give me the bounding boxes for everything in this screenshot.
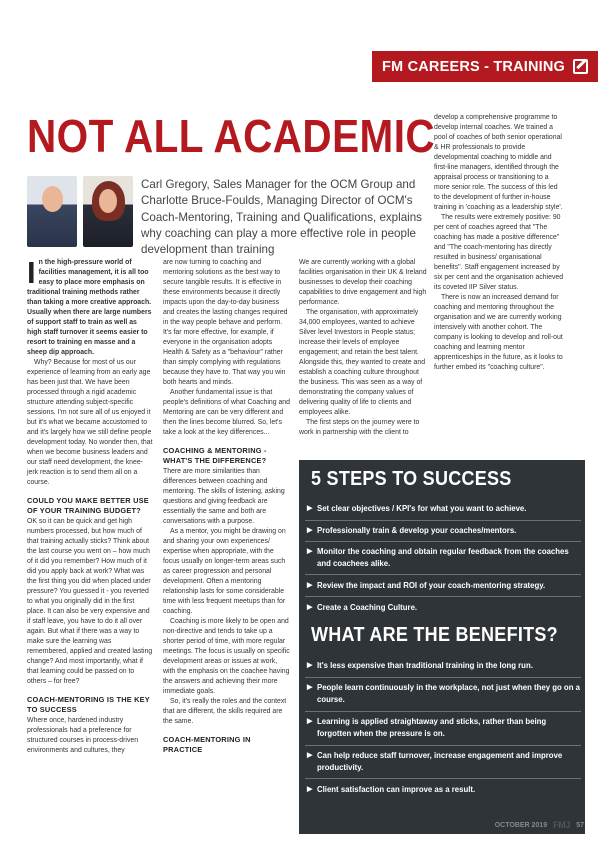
arrow-icon: ▶: [307, 527, 313, 534]
step-item: [307, 525, 581, 537]
benefits-title: WHAT ARE THE BENEFITS?: [311, 624, 558, 646]
steps-title: 5 STEPS TO SUCCESS: [311, 468, 512, 490]
step-item: [307, 580, 581, 592]
arrow-icon: ▶: [307, 752, 313, 759]
body-paragraph: Coaching is more likely to be open and non-directive and tends to take up a shorter period of time, with more regular meetings. The focus is usually on specific development areas or issues at work, with the emphasis on the coachee having the answers and achieving their more immediate goals.: [163, 618, 290, 695]
article-headline: NOT ALL ACADEMIC: [27, 110, 436, 162]
divider: [305, 778, 581, 779]
benefit-text: People learn continuously in the workplace, not just when they go on a course.: [317, 683, 580, 704]
benefit-text: Client satisfaction can improve as a result.: [317, 785, 476, 794]
body-paragraph: The results were extremely positive: 90 per cent of coaches agreed that "The coaching has made a positive difference" and "The coach-mentoring has directly resulted in business/ organisational benefits". Staff engagement increased by six per cent and the organisation achieved its coveted IIP Silver status.: [434, 214, 564, 291]
divider: [305, 520, 581, 521]
page-number: 57: [576, 821, 584, 829]
benefit-item: [307, 682, 581, 705]
arrow-icon: ▶: [307, 718, 313, 725]
arrow-icon: ▶: [307, 786, 313, 793]
body-paragraph: There is now an increased demand for coaching and mentoring throughout the organisation and we are currently working intensively with another cohort. The company is looking to develop and roll-out coaching and learning mentor apprenticeships in the future, as it looks to further embed its "coaching culture".: [434, 294, 563, 371]
subheading: COULD YOU MAKE BETTER USE OF YOUR TRAINING BUDGET?: [27, 496, 149, 515]
author-photo-carl-gregory: [27, 176, 77, 247]
divider: [305, 677, 581, 678]
body-paragraph: develop a comprehensive programme to develop internal coaches. We trained a pool of coaches of both senior operational & HR professionals to provide developmental coaching to middle and first-line managers, identified through the appraisal process or transitioning to a more senior role. The success of this led to the development of further in-house training in 'coaching as a leadership style'.: [434, 114, 563, 211]
divider: [305, 745, 581, 746]
subheading: COACHING & MENTORING - WHAT'S THE DIFFERENCE?: [163, 446, 267, 465]
sidebar-box: [299, 460, 585, 834]
drop-cap: I: [27, 255, 36, 290]
article-column-2: [163, 258, 291, 756]
body-paragraph: So, it's really the roles and the context that are different, the skills required are the same.: [163, 698, 287, 725]
issue-date: OCTOBER 2019: [494, 821, 548, 829]
divider: [305, 574, 581, 575]
section-title: FM CAREERS - TRAINING: [382, 58, 566, 75]
article-column-1: [27, 255, 153, 756]
face: [42, 186, 63, 212]
divider: [305, 711, 581, 712]
standfirst: Carl Gregory, Sales Manager for the OCM Group and Charlotte Bruce-Foulds, Managing Director of OCM's Coach-Mentoring, Training and Qualifications, explains why coaching can play a more effective role in people development than training: [141, 178, 422, 257]
body-paragraph: OK so it can be quick and get high numbers processed, but how much of that training actually sticks? Think about the last course you went on – how much of it did you remember? How much of it did you apply back at work? What was the first thing you did when placed under pressure? You guessed it - you reverted to what you originally did in the first place. It can also be very expensive and if staff leave, you have to do it all over again. But what if there was a way to make sure the learning was remembered, applied and created lasting change? And most importantly, what if that learning could be passed on to others – for free?: [27, 518, 153, 685]
arrow-icon: ▶: [307, 548, 313, 555]
body-paragraph: We are currently working with a global facilities organisation in their UK & Ireland businesses to develop their coaching capabilities to drive engagement and high performance.: [299, 259, 427, 306]
body-paragraph: The first steps on the journey were to work in partnership with the client to: [299, 419, 420, 436]
body-paragraph: Where once, hardened industry professionals had a preference for structured courses in process-driven environments and cultures, they: [27, 717, 139, 754]
arrow-icon: ▶: [307, 604, 313, 611]
body-paragraph: are now turning to coaching and mentoring solutions as the best way to secure tangible results. It is effective in these environments because it directly impacts upon the day-to-day business and creates the lasting changes required in the way people behave and perform. It's far more effective, for example, if everyone in the organisation adopts Health & Safety as a "behaviour" rather than simply complying with regulations because they have to. That way you win both hearts and minds.: [163, 259, 288, 386]
magazine-logo: FMJ: [553, 820, 571, 830]
section-banner: [372, 51, 598, 82]
subheading: COACH-MENTORING IS THE KEY TO SUCCESS: [27, 695, 150, 714]
benefit-text: It's less expensive than traditional training in the long run.: [317, 661, 533, 670]
step-item: [307, 546, 581, 569]
subheading: COACH-MENTORING IN PRACTICE: [163, 735, 251, 754]
step-text: Review the impact and ROI of your coach-mentoring strategy.: [317, 581, 546, 590]
step-text: Set clear objectives / KPI's for what you want to achieve.: [317, 504, 527, 513]
step-text: Monitor the coaching and obtain regular feedback from the coaches and coachees alike.: [317, 547, 569, 568]
divider: [305, 541, 581, 542]
arrow-icon: ▶: [307, 582, 313, 589]
benefit-text: Can help reduce staff turnover, increase engagement and improve productivity.: [317, 751, 563, 772]
author-photo-charlotte-bruce-foulds: [83, 176, 133, 247]
body-paragraph: There are more similarities than differences between coaching and mentoring. The skills of listening, asking questions and giving feedback are essentially the same and both are conversations with a purpose.: [163, 468, 285, 525]
body-paragraph: Another fundamental issue is that people's definitions of what Coaching and Mentoring are can be very different and then the lines become blurred. So, let's take a look at the key differences...: [163, 389, 290, 436]
lead-paragraph: n the high-pressure world of facilities management, it is all too easy to place more emphasis on traditional training methods rather than taking a more creative approach. Usually when there are large numbers of support staff to train as well as high staff turnover it seems easier to resort to training en masse and a sheep dip approach.: [27, 259, 152, 356]
face: [99, 189, 117, 213]
arrow-icon: ▶: [307, 684, 313, 691]
article-column-4: [434, 113, 564, 373]
step-text: Create a Coaching Culture.: [317, 603, 418, 612]
page-footer: [495, 820, 584, 830]
benefit-item: [307, 750, 581, 773]
step-item: [307, 602, 581, 614]
edit-icon: [573, 59, 588, 74]
benefit-item: [307, 784, 581, 796]
body-paragraph: As a mentor, you might be drawing on and sharing your own experiences/ expertise when appropriate, with the focus usually on longer-term areas such as career progression and personal development. Often a mentoring relationship lasts for some considerable time with less frequent meetups than for coaching.: [163, 528, 286, 615]
body-paragraph: Why? Because for most of us our experience of learning from an early age has been just that. We have been processed through a rigid academic structure attending subject-specific sessions. I'm not sure all of us enjoyed it but it's what we became accustomed to and it's largely how we still define people development today. No wonder then, that when we become business leaders and our staff need development, the knee-jerk reaction is to send them all on a course.: [27, 359, 153, 486]
step-text: Professionally train & develop your coaches/mentors.: [317, 526, 517, 535]
benefit-item: [307, 716, 581, 739]
divider: [305, 596, 581, 597]
benefit-text: Learning is applied straightaway and sticks, rather than being forgotten when the pressure is on.: [317, 717, 547, 738]
article-column-3: [299, 258, 427, 438]
body-paragraph: The organisation, with approximately 34,000 employees, wanted to achieve Silver level Investors in People status; increase their levels of employee engagement; and retain the best talent. Alongside this, they wanted to create and establish a coaching culture throughout the business. This was seen as a way of demonstrating the company values of delivering quality of life to clients and employees alike.: [299, 309, 426, 416]
benefit-item: [307, 660, 581, 672]
arrow-icon: ▶: [307, 662, 313, 669]
step-item: [307, 503, 581, 515]
arrow-icon: ▶: [307, 505, 313, 512]
